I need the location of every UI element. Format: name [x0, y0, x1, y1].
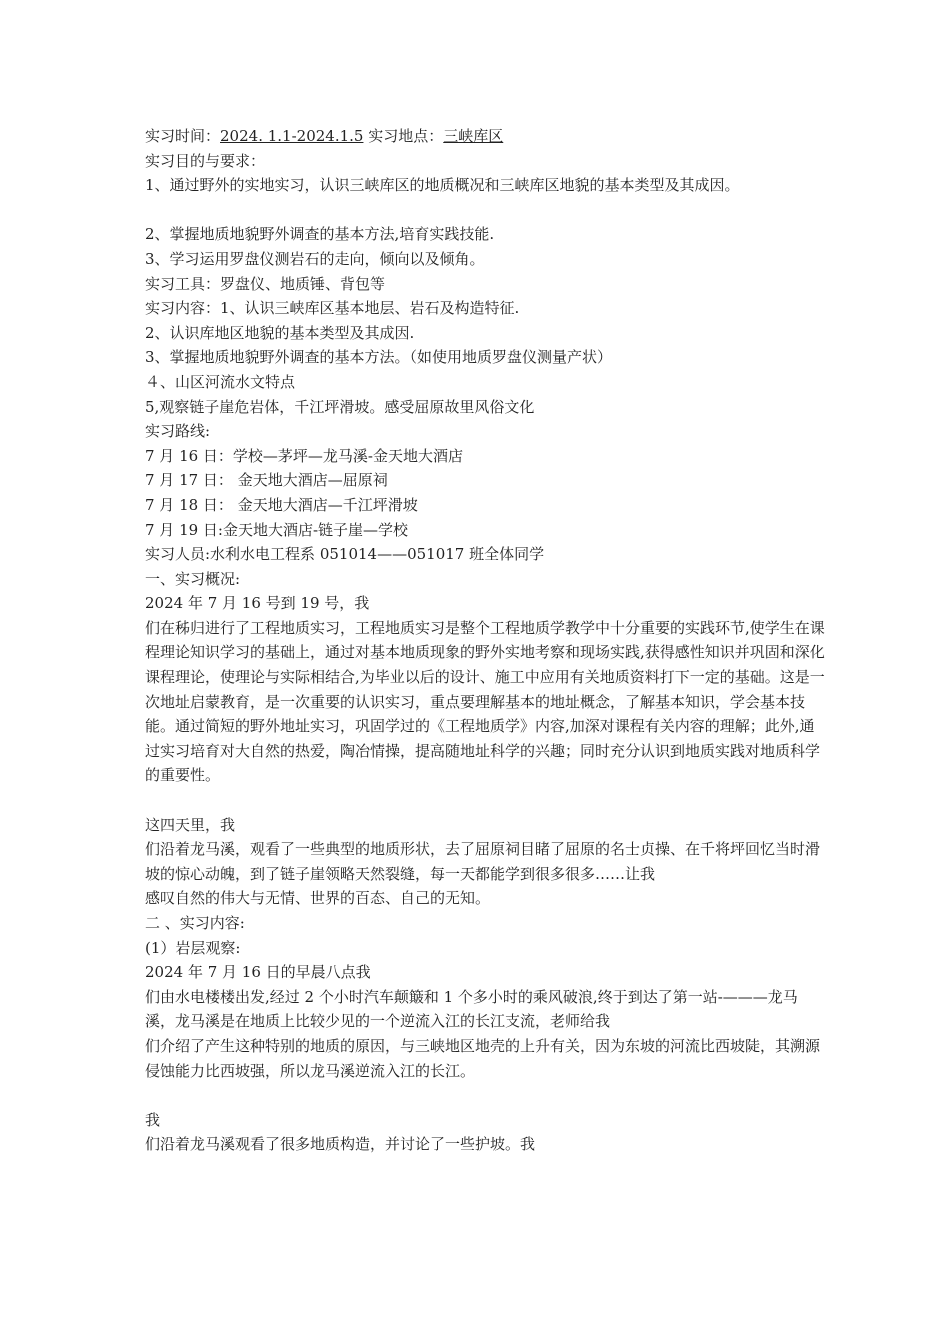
place-label: 实习地点： [363, 127, 444, 145]
content-item-1: 实习内容：1、认识三峡库区基本地层、岩石及构造特征. [145, 299, 520, 318]
time-label: 实习时间： [145, 127, 221, 145]
time-value: 2024. 1.1-2024.1.5 [220, 127, 364, 145]
content-item-2: 2、认识库地区地貌的基本类型及其成因. [145, 323, 415, 342]
practice-paragraph-1: 们由水电楼楼出发,经过 2 个小时汽车颠簸和 1 个多小时的乘风破浪,终于到达了第一站-———龙马溪，龙马溪是在地质上比较少见的一个逆流入江的长江支流，老师给我 [145, 987, 798, 1031]
blank-line [145, 198, 825, 223]
route-day-4: 7 月 19 日:金天地大酒店-链子崖—学校 [145, 520, 409, 539]
purpose-heading: 实习目的与要求： [145, 151, 266, 170]
overview-paragraph-2: 们沿着龙马溪，观看了一些典型的地质形状，去了屈原祠目睹了屈原的名士贞操、在千将坪回忆当时滑坡的惊心动魄，到了链子崖领略天然裂缝，每一天都能学到很多很多……让我 [145, 840, 821, 883]
overview-heading: 一、实习概况: [145, 569, 241, 588]
purpose-item-2: 2、掌握地质地貌野外调查的基本方法,培育实践技能. [145, 225, 495, 244]
route-day-1: 7 月 16 日：学校—茅坪—龙马溪-金天地大酒店 [145, 446, 464, 465]
practice-heading: 二 、实习内容: [145, 914, 245, 932]
content-item-4: ４、山区河流水文特点 [145, 372, 296, 391]
practice-line-2: 我 [145, 1110, 161, 1129]
route-day-2: 7 月 17 日： 金天地大酒店—屈原祠 [145, 471, 388, 490]
overview-paragraph-1: 们在秭归进行了工程地质实习，工程地质实习是整个工程地质学教学中十分重要的实践环节,使学生在课程理论知识学习的基础上，通过对基本地质现象的野外实地考察和现场实践,获得感性知识并巩固和深化课程理论，使理论与实际相结合,为毕业以后的设计、施工中应用有关地质资料打下一定的基础。这是一次地址启蒙教育，是一次重要的认识实习，重点要理解基本的地址概念，了解基本知识，学会基本技能。通过简短的野外地址实习，巩固学过的《工程地质学》内容,加深对课程有关内容的理解；此外,通过实习培育对大自然的热爱，陶冶情操，提高随地址科学的兴趣；同时充分认识到地质实践对地质科学的重要性。 [145, 618, 825, 785]
blank-line [145, 788, 825, 813]
purpose-item-1: 1、通过野外的实地实习，认识三峡库区的地质概况和三峡库区地貌的基本类型及其成因。 [145, 176, 740, 195]
content-item-5: 5,观察链子崖危岩体，千江坪滑坡。感受屈原故里风俗文化 [145, 397, 535, 416]
members-line: 实习人员:水利水电工程系 051014——051017 班全体同学 [145, 545, 545, 564]
content-item-3: 3、掌握地质地貌野外调查的基本方法。（如使用地质罗盘仪测量产状） [145, 348, 613, 367]
internship-time-place [145, 124, 825, 149]
document-page [145, 124, 825, 1157]
practice-line-1: 2024 年 7 月 16 日的早晨八点我 [145, 963, 371, 982]
purpose-item-3: 3、学习运用罗盘仪测岩石的走向，倾向以及倾角。 [145, 249, 485, 268]
practice-subheading-1: (1）岩层观察: [145, 938, 241, 957]
overview-line-1: 2024 年 7 月 16 号到 19 号，我 [145, 594, 370, 613]
place-value: 三峡库区 [443, 127, 504, 145]
tools-line: 实习工具：罗盘仪、地质锤、背包等 [145, 274, 386, 293]
route-heading: 实习路线: [145, 422, 211, 441]
overview-line-2: 这四天里，我 [145, 815, 236, 834]
overview-line-3: 感叹自然的伟大与无情、世界的百态、自己的无知。 [145, 889, 491, 908]
practice-paragraph-2: 们介绍了产生这种特别的地质的原因，与三峡地区地壳的上升有关，因为东坡的河流比西坡陡，其溯源侵蚀能力比西坡强，所以龙马溪逆流入江的长江。 [145, 1036, 821, 1080]
blank-line [145, 1083, 825, 1108]
route-day-3: 7 月 18 日： 金天地大酒店—千江坪滑坡 [145, 495, 418, 514]
practice-line-3: 们沿着龙马溪观看了很多地质构造，并讨论了一些护坡。我 [145, 1135, 536, 1154]
